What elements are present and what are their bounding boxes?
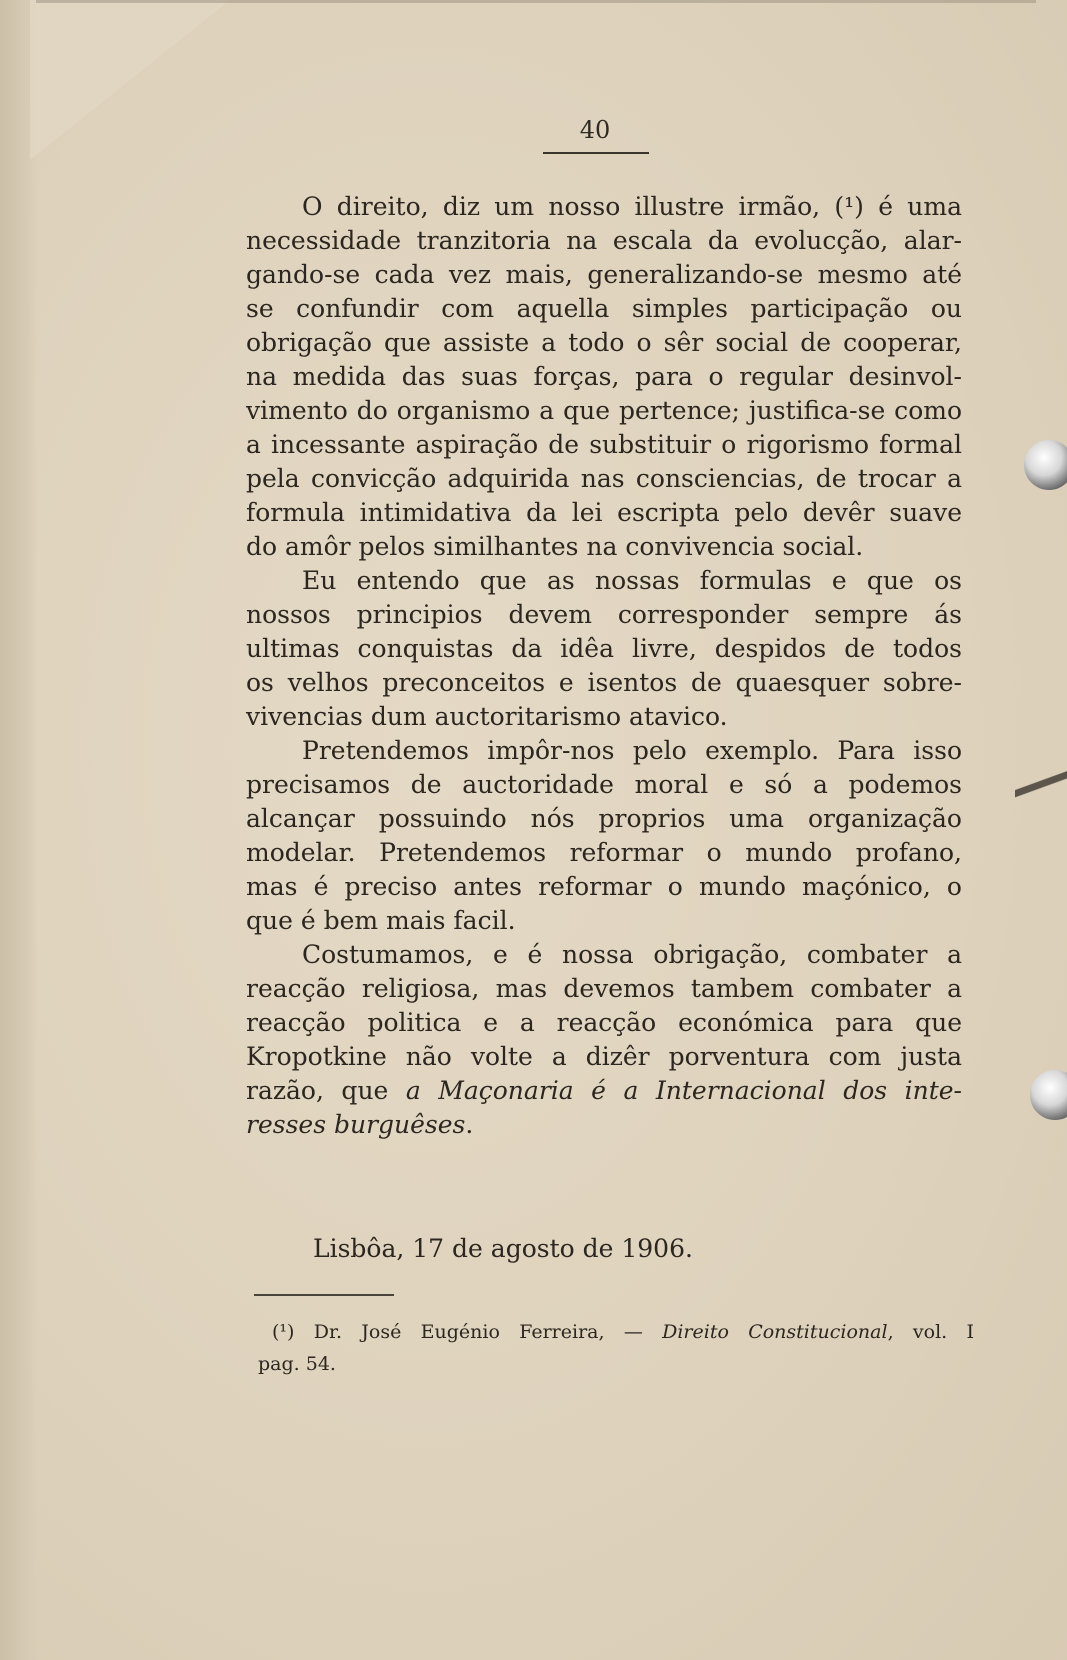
- text-line: gando-se cada vez mais, generalizando-se mesmo até: [246, 260, 962, 289]
- text-line: O direito, diz um nosso illustre irmão, (¹) é uma: [302, 192, 962, 221]
- footnote-work: Direito Constitucional: [662, 1321, 888, 1343]
- text-line: Costumamos, e é nossa obrigação, combater a: [302, 940, 962, 969]
- footnote: [258, 1316, 974, 1380]
- closing-plain: razão, que: [246, 1076, 406, 1105]
- text-line: a incessante aspiração de substituir o rigorismo formal: [246, 430, 962, 459]
- closing-italic: a Maçonaria é a Internacional dos inte-: [405, 1076, 962, 1105]
- text-line: Kropotkine não volte a dizêr porventura com justa: [246, 1042, 962, 1071]
- text-line: necessidade tranzitoria na escala da evolucção, alar-: [246, 226, 962, 255]
- ink-mark: [1015, 770, 1067, 800]
- footnote-volume: , vol. I: [887, 1321, 974, 1343]
- closing-period: .: [465, 1110, 474, 1139]
- closing-italic-end: resses burguêses: [246, 1110, 466, 1139]
- binding-hole: [1030, 1070, 1067, 1120]
- text-line: mas é preciso antes reformar o mundo maçónico, o: [246, 872, 962, 901]
- text-line: nossos principios devem corresponder sempre ás: [246, 600, 962, 629]
- text-line: obrigação que assiste a todo o sêr social de cooperar,: [246, 328, 962, 357]
- footnote-line: [258, 1316, 974, 1348]
- page-left-edge: [0, 0, 38, 1660]
- text-line: alcançar possuindo nós proprios uma organização: [246, 804, 962, 833]
- binding-hole: [1024, 440, 1067, 490]
- text-line: que é bem mais facil.: [246, 906, 516, 935]
- text-line: reacção religiosa, mas devemos tambem combater a: [246, 974, 962, 1003]
- text-line: modelar. Pretendemos reformar o mundo profano,: [246, 838, 962, 867]
- text-line: na medida das suas forças, para o regular desinvol-: [246, 362, 962, 391]
- footnote-marker: (¹): [272, 1321, 295, 1343]
- text-line: vivencias dum auctoritarismo atavico.: [246, 702, 728, 731]
- text-line: reacção politica e a reacção económica para que: [246, 1008, 962, 1037]
- text-line: [246, 1074, 962, 1108]
- text-line: formula intimidativa da lei escripta pelo devêr suave: [246, 498, 962, 527]
- text-line: do amôr pelos similhantes na convivencia social.: [246, 532, 864, 561]
- page-number-underline: [543, 152, 649, 154]
- page-number: 40: [579, 116, 611, 144]
- text-line: Eu entendo que as nossas formulas e que os: [302, 566, 962, 595]
- body-text: [246, 190, 962, 1142]
- top-edge-line: [36, 0, 1036, 25]
- date-line: Lisbôa, 17 de agosto de 1906.: [313, 1234, 693, 1263]
- text-line: [246, 1108, 962, 1142]
- text-line: os velhos preconceitos e isentos de quaesquer sobre-: [246, 668, 962, 697]
- text-line: ultimas conquistas da idêa livre, despidos de todos: [246, 634, 962, 663]
- footnote-line: pag. 54.: [258, 1353, 336, 1375]
- text-line: pela convicção adquirida nas consciencias, de trocar a: [246, 464, 962, 493]
- footnote-rule: [254, 1294, 394, 1296]
- text-line: precisamos de auctoridade moral e só a podemos: [246, 770, 962, 799]
- text-line: Pretendemos impôr-nos pelo exemplo. Para isso: [302, 736, 962, 765]
- text-line: se confundir com aquella simples participação ou: [246, 294, 962, 323]
- footnote-author: Dr. José Eugénio Ferreira, —: [294, 1321, 663, 1343]
- text-line: vimento do organismo a que pertence; justifica-se como: [246, 396, 962, 425]
